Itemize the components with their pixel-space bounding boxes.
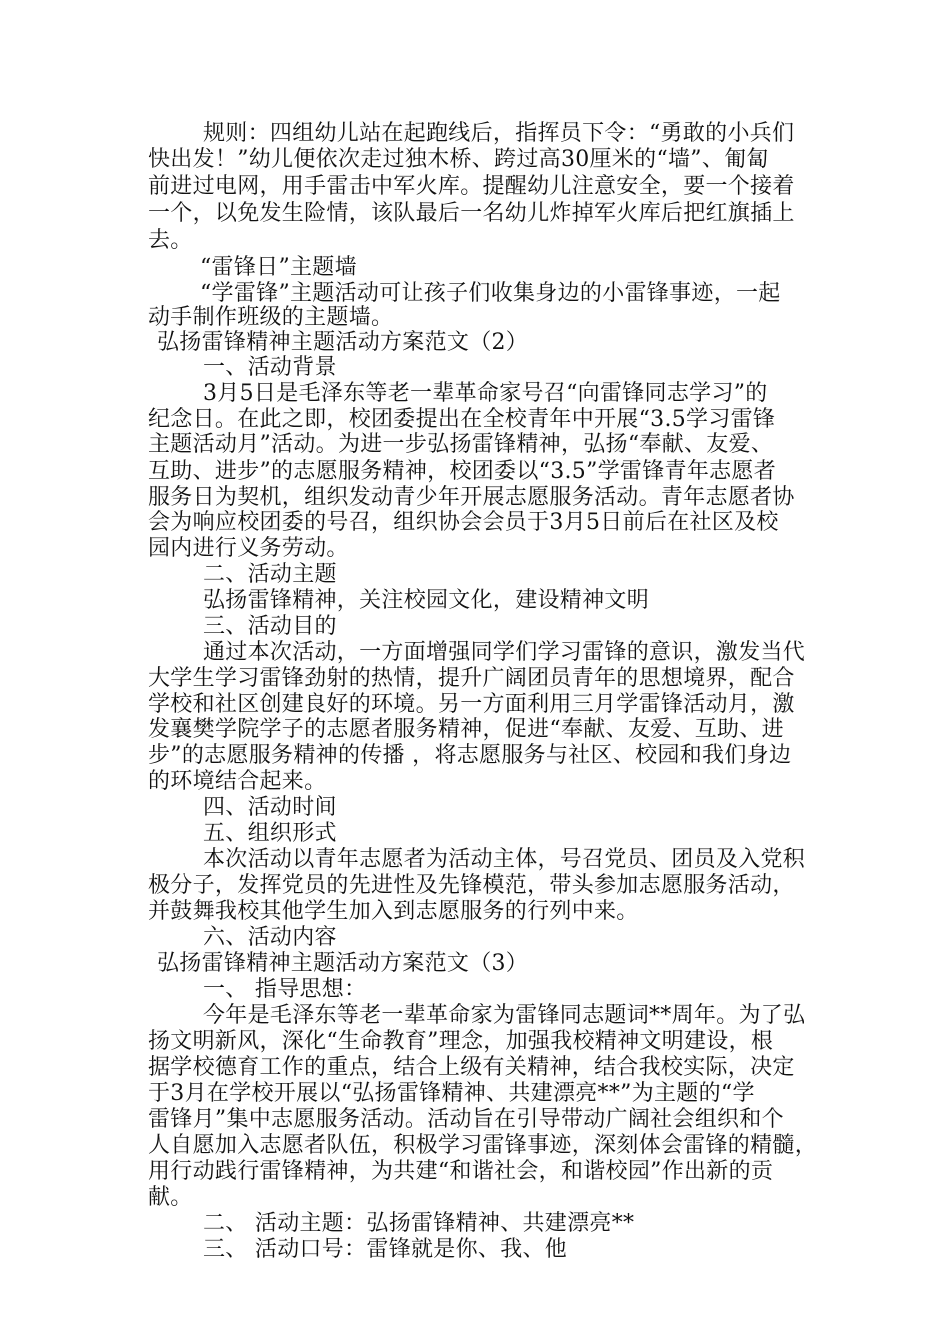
- paragraph-line: 前进过电网，用手雷击中军火库。提醒幼儿注意安全，要一个接着: [148, 174, 795, 199]
- paragraph-line: 步”的志愿服务精神的传播 ，将志愿服务与社区、校园和我们身边: [148, 743, 792, 768]
- paragraph-line: 据学校德育工作的重点，结合上级有关精神，结合我校实际，决定: [148, 1055, 795, 1080]
- paragraph-line: “学雷锋”主题活动可让孩子们收集身边的小雷锋事迹，一起: [200, 281, 781, 306]
- paragraph-line: 学校和社区创建良好的环境。另一方面利用三月学雷锋活动月，激: [148, 692, 795, 717]
- section-heading: 弘扬雷锋精神主题活动方案范文（2）: [157, 330, 529, 355]
- paragraph-line: 通过本次活动，一方面增强同学们学习雷锋的意识，激发当代: [203, 640, 806, 665]
- paragraph-line: 3月5日是毛泽东等老一辈革命家号召“向雷锋同志学习”的: [203, 381, 768, 406]
- paragraph-line: 今年是毛泽东等老一辈革命家为雷锋同志题词**周年。为了弘: [203, 1003, 806, 1028]
- paragraph-line: 扬文明新风，深化“生命教育”理念，加强我校精神文明建设，根: [148, 1029, 774, 1054]
- paragraph-line: 大学生学习雷锋劲射的热情，提升广阔团员青年的思想境界，配合: [148, 666, 795, 691]
- paragraph-line: “雷锋日”主题墙: [200, 255, 357, 280]
- paragraph-line: 献。: [148, 1185, 193, 1210]
- paragraph-line: 于3月在学校开展以“弘扬雷锋精神、共建漂亮**”为主题的“学: [148, 1081, 755, 1106]
- paragraph-line: 本次活动以青年志愿者为活动主体，号召党员、团员及入党积: [203, 847, 806, 872]
- subsection-heading: 五、组织形式: [203, 821, 337, 846]
- subsection-heading: 六、活动内容: [203, 925, 337, 950]
- paragraph-line: 雷锋月”集中志愿服务活动。活动旨在引导带动广阔社会组织和个: [148, 1107, 784, 1132]
- paragraph-line: 园内进行义务劳动。: [148, 536, 349, 561]
- paragraph-line: 动手制作班级的主题墙。: [148, 305, 394, 330]
- paragraph-line: 纪念日。在此之即，校团委提出在全校青年中开展“3.5学习雷锋: [148, 407, 776, 432]
- subsection-heading: 三、 活动口号：雷锋就是你、我、他: [203, 1237, 568, 1262]
- paragraph-line: 人自愿加入志愿者队伍，积极学习雷锋事迹，深刻体会雷锋的精髓，: [148, 1133, 818, 1158]
- paragraph-line: 会为响应校团委的号召，组织协会会员于3月5日前后在社区及校: [148, 510, 779, 535]
- paragraph-line: 一个，以免发生险情，该队最后一名幼儿炸掉军火库后把红旗插上: [148, 201, 795, 226]
- section-heading: 弘扬雷锋精神主题活动方案范文（3）: [157, 951, 529, 976]
- paragraph-line: 互助、进步”的志愿服务精神，校团委以“3.5”学雷锋青年志愿者: [148, 459, 777, 484]
- subsection-heading: 一、 指导思想：: [203, 977, 367, 1002]
- paragraph-line: 主题活动月”活动。为进一步弘扬雷锋精神，弘扬“奉献、友爱、: [148, 432, 774, 457]
- subsection-heading: 二、 活动主题：弘扬雷锋精神、共建漂亮**: [203, 1211, 635, 1236]
- paragraph-line: 并鼓舞我校其他学生加入到志愿服务的行列中来。: [148, 899, 639, 924]
- subsection-heading: 三、活动目的: [203, 614, 337, 639]
- paragraph-line: 极分子，发挥党员的先进性及先锋模范，带头参加志愿服务活动，: [148, 873, 795, 898]
- paragraph-line: 服务日为契机，组织发动青少年开展志愿服务活动。青年志愿者协: [148, 485, 795, 510]
- subsection-heading: 一、活动背景: [203, 355, 337, 380]
- subsection-heading: 二、活动主题: [203, 562, 337, 587]
- paragraph-line: 的环境结合起来。: [148, 769, 327, 794]
- paragraph-line: 去。: [148, 228, 193, 253]
- paragraph-line: 规则：四组幼儿站在起跑线后，指挥员下令：“勇敢的小兵们: [203, 121, 795, 146]
- paragraph-line: 用行动践行雷锋精神，为共建“和谐社会，和谐校园”作出新的贡: [148, 1159, 774, 1184]
- subsection-heading: 四、活动时间: [203, 795, 337, 820]
- paragraph-line: 快出发！”幼儿便依次走过独木桥、跨过高30厘米的“墙”、匍匐: [148, 147, 769, 172]
- paragraph-line: 发襄樊学院学子的志愿者服务精神，促进“奉献、友爱、互助、进: [148, 717, 784, 742]
- paragraph-line: 弘扬雷锋精神，关注校园文化，建设精神文明: [203, 588, 650, 613]
